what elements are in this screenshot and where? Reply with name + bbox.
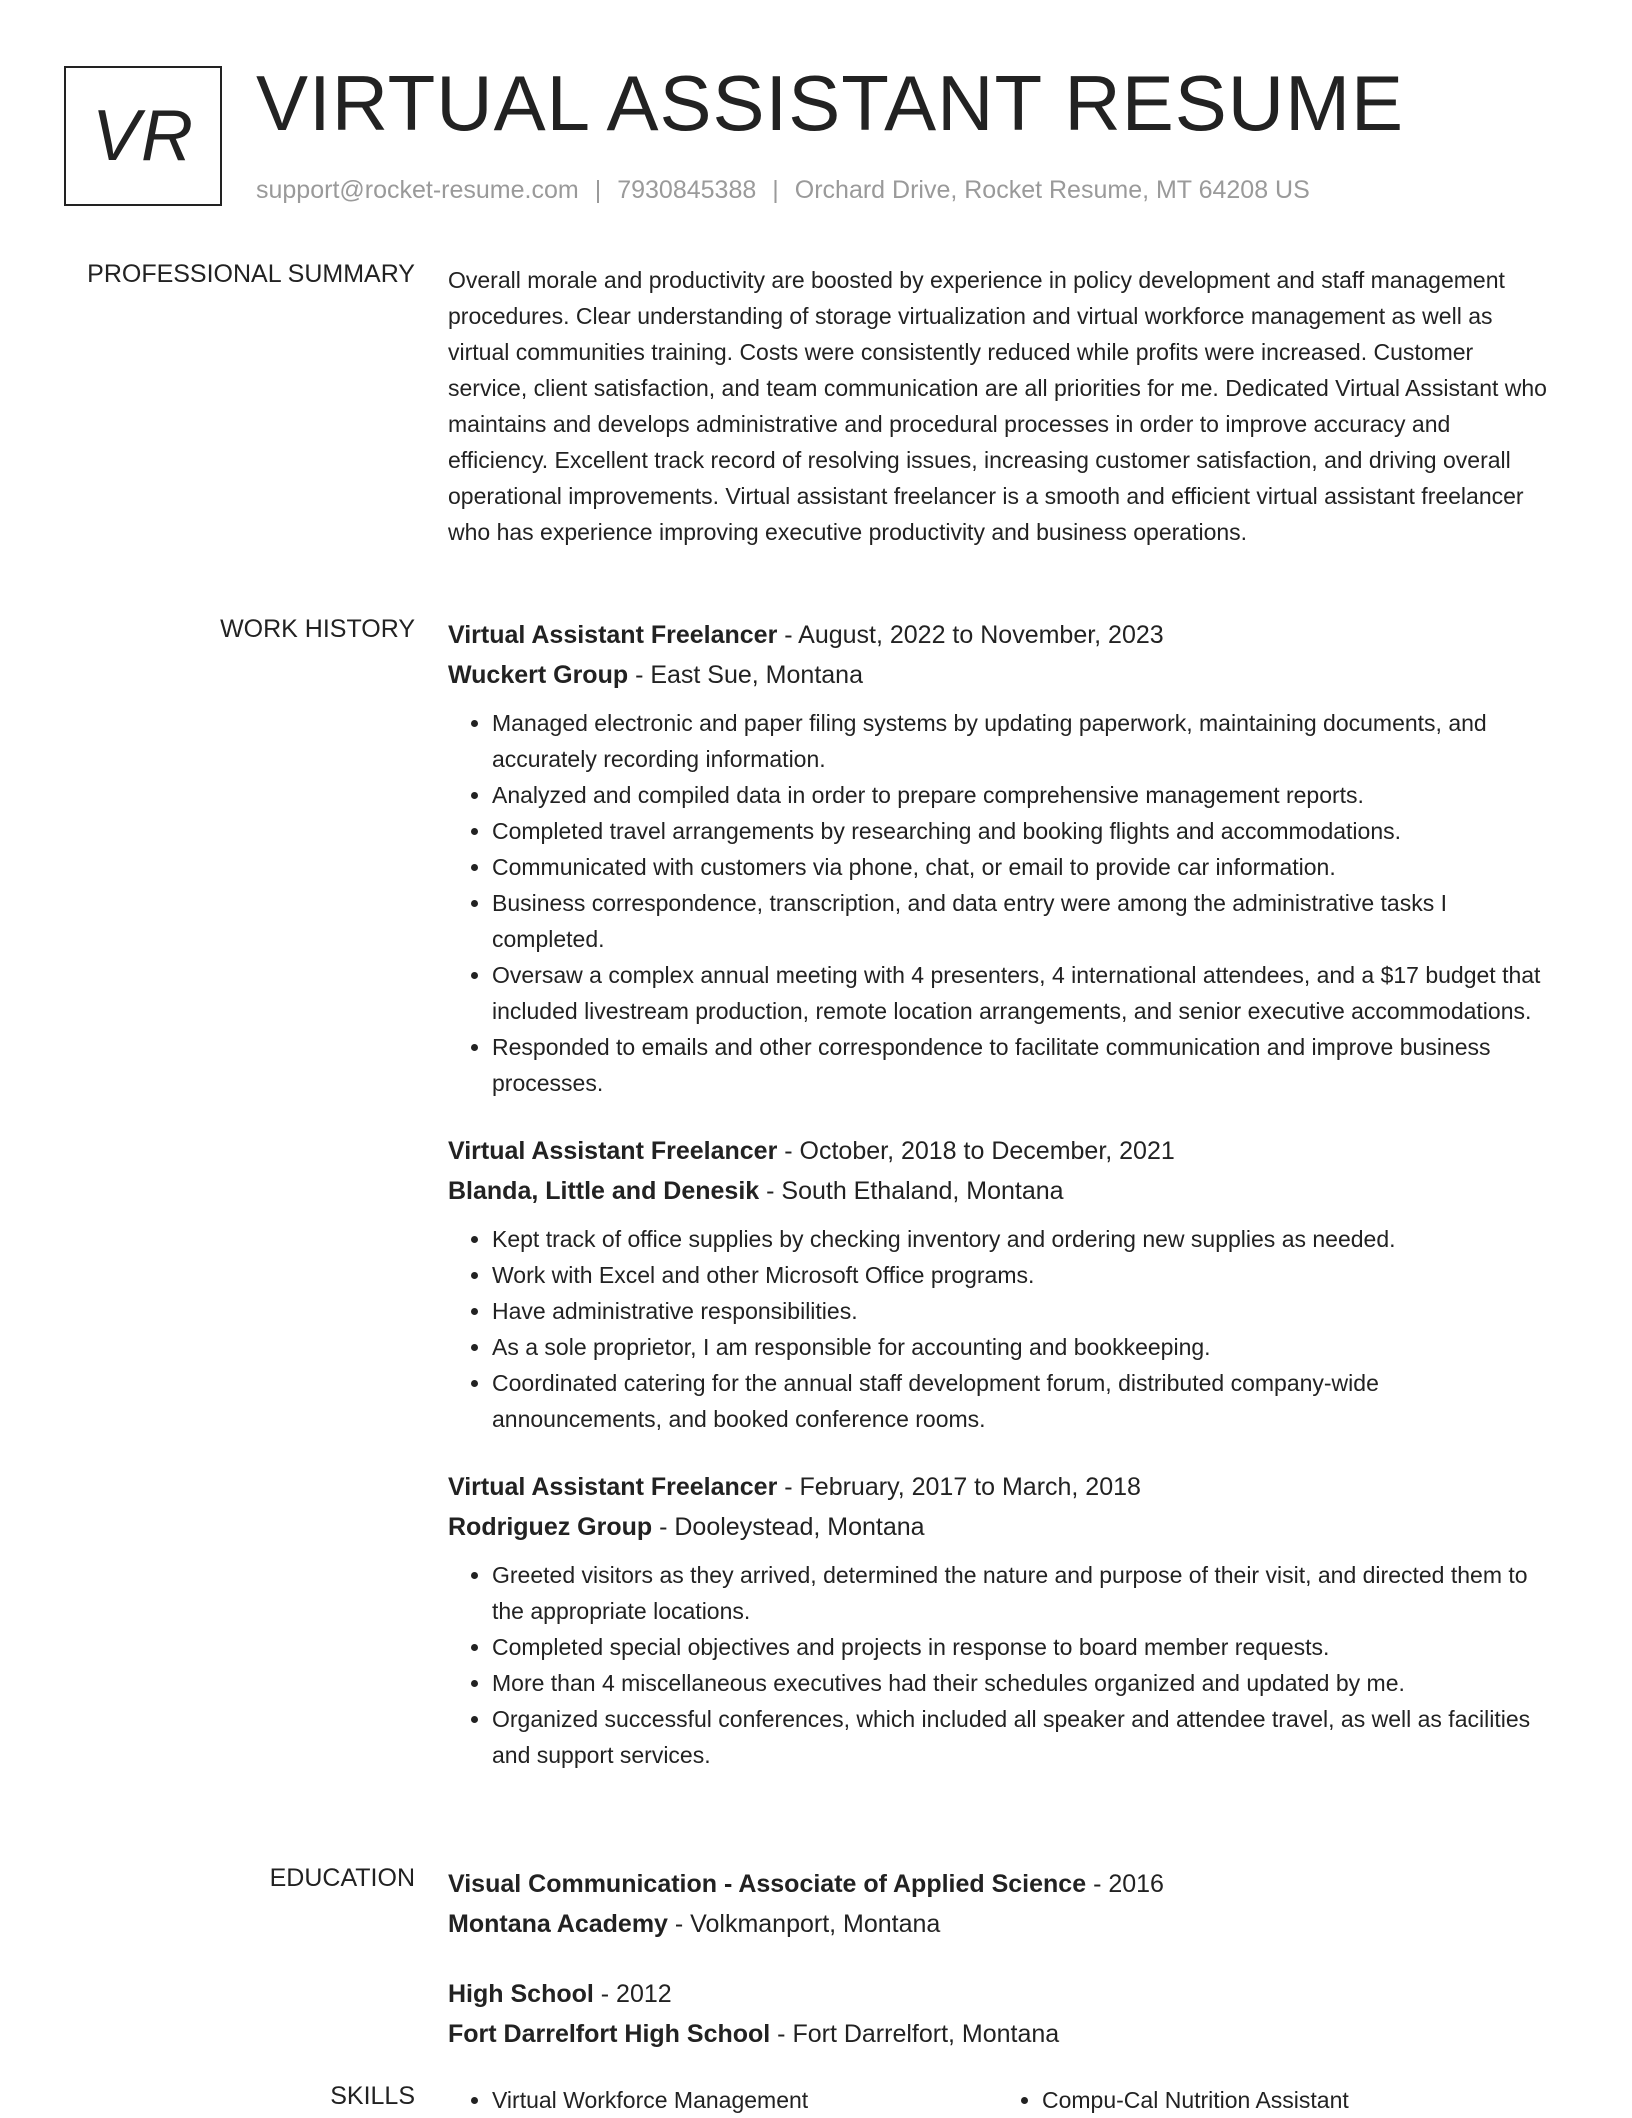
list-item: • Kept track of office supplies by checking inventory and ordering new supplies as needed.: [492, 1221, 1548, 1257]
contact-phone[interactable]: 7930845388: [617, 176, 757, 204]
job-title-line: [448, 615, 1548, 655]
job-dates: - October, 2018 to December, 2021: [777, 1137, 1175, 1165]
job-location: - South Ethaland, Montana: [759, 1177, 1064, 1205]
education-school: Fort Darrelfort High School: [448, 2020, 771, 2048]
list-item: • Greeted visitors as they arrived, determined the nature and purpose of their visit, and directed them to the appropriate locations.: [492, 1557, 1548, 1629]
education-degree-line: [448, 1864, 1548, 1904]
list-item: • Managed electronic and paper filing systems by updating paperwork, maintaining documents, and accurately recording information.: [492, 705, 1548, 777]
job-location: - Dooleystead, Montana: [652, 1513, 925, 1541]
summary-text: Overall morale and productivity are boosted by experience in policy development and staff management procedures. Clear understanding of storage virtualization and virtual workforce management as well as virtual communities training. Costs were consistently reduced while profits were increased. Customer service, client satisfaction, and team communication are all priorities for me. Dedicated Virtual Assistant who maintains and develops administrative and procedural processes in order to improve accuracy and efficiency. Excellent track record of resolving issues, increasing customer satisfaction, and driving overall operational improvements. Virtual assistant freelancer is a smooth and efficient virtual assistant freelancer who has experience improving executive productivity and business operations.: [448, 267, 1547, 545]
list-item: • Coordinated catering for the annual staff development forum, distributed company-wide announcements, and booked conference rooms.: [492, 1365, 1548, 1437]
skills-list: [998, 2082, 1548, 2118]
education-year: - 2016: [1086, 1870, 1164, 1898]
list-item: • Responded to emails and other correspondence to facilitate communication and improve business processes.: [492, 1029, 1548, 1101]
education-degree: High School: [448, 1980, 594, 2008]
job-title: Virtual Assistant Freelancer: [448, 621, 778, 649]
list-item: • Organized successful conferences, which included all speaker and attendee travel, as well as facilities and support services.: [492, 1701, 1548, 1773]
job-title: Virtual Assistant Freelancer: [448, 1137, 778, 1165]
job-company-line: [448, 1507, 1548, 1547]
list-item: • Completed travel arrangements by researching and booking flights and accommodations.: [492, 813, 1548, 849]
list-item: • Analyzed and compiled data in order to prepare comprehensive management reports.: [492, 777, 1548, 813]
section-label-work-history: WORK HISTORY: [220, 615, 415, 643]
skills-list: [448, 2082, 998, 2118]
job-bullet-list: [448, 705, 1548, 1101]
job-company-line: [448, 655, 1548, 695]
skills-body: [448, 2082, 1548, 2118]
education-year: - 2012: [593, 1980, 672, 2008]
contact-line: [256, 176, 1310, 205]
job-title-line: [448, 1467, 1548, 1507]
education-entry: [448, 1864, 1548, 1944]
job-dates: - August, 2022 to November, 2023: [777, 621, 1164, 649]
list-item: • Work with Excel and other Microsoft Office programs.: [492, 1257, 1548, 1293]
job-title: Virtual Assistant Freelancer: [448, 1473, 778, 1501]
job-entry: [448, 615, 1548, 1101]
education-school: Montana Academy: [448, 1910, 668, 1938]
skills-grid: [448, 2082, 1548, 2118]
list-item: • Communicated with customers via phone, chat, or email to provide car information.: [492, 849, 1548, 885]
job-company: Wuckert Group: [448, 661, 629, 689]
list-item: • More than 4 miscellaneous executives had their schedules organized and updated by me.: [492, 1665, 1548, 1701]
contact-address: Orchard Drive, Rocket Resume, MT 64208 US: [794, 176, 1310, 204]
job-dates: - February, 2017 to March, 2018: [777, 1473, 1141, 1501]
education-school-line: [448, 1904, 1548, 1944]
job-entry: [448, 1467, 1548, 1773]
section-label-education: EDUCATION: [269, 1864, 415, 1892]
job-company: Blanda, Little and Denesik: [448, 1177, 760, 1205]
education-school-line: [448, 2014, 1548, 2054]
list-item: • Have administrative responsibilities.: [492, 1293, 1548, 1329]
job-bullet-list: [448, 1557, 1548, 1773]
education-degree: Visual Communication - Associate of Applied Science: [448, 1870, 1087, 1898]
job-bullet-list: [448, 1221, 1548, 1437]
resume-title: VIRTUAL ASSISTANT RESUME: [256, 59, 1405, 147]
skills-column-left: [448, 2082, 998, 2118]
section-label-skills: SKILLS: [330, 2082, 415, 2110]
education-body: [448, 1864, 1548, 2084]
contact-separator: |: [772, 176, 779, 204]
education-location: - Volkmanport, Montana: [667, 1910, 941, 1938]
monogram-logo: VR: [64, 66, 222, 206]
summary-body: [448, 262, 1548, 550]
section-label-summary: PROFESSIONAL SUMMARY: [87, 260, 415, 288]
job-title-line: [448, 1131, 1548, 1171]
contact-email[interactable]: support@rocket-resume.com: [256, 176, 579, 204]
list-item: • Virtual Workforce Management: [492, 2082, 998, 2118]
education-entry: [448, 1974, 1548, 2054]
list-item: • As a sole proprietor, I am responsible for accounting and bookkeeping.: [492, 1329, 1548, 1365]
job-location: - East Sue, Montana: [628, 661, 863, 689]
skills-column-right: [998, 2082, 1548, 2118]
job-entry: [448, 1131, 1548, 1437]
work-history-body: [448, 615, 1548, 1803]
job-company: Rodriguez Group: [448, 1513, 653, 1541]
education-location: - Fort Darrelfort, Montana: [770, 2020, 1060, 2048]
list-item: • Compu-Cal Nutrition Assistant: [1042, 2082, 1548, 2118]
list-item: • Business correspondence, transcription, and data entry were among the administrative tasks I completed.: [492, 885, 1548, 957]
contact-separator: |: [594, 176, 602, 204]
list-item: • Completed special objectives and projects in response to board member requests.: [492, 1629, 1548, 1665]
job-company-line: [448, 1171, 1548, 1211]
list-item: • Oversaw a complex annual meeting with 4 presenters, 4 international attendees, and a $17 budget that included livestream production, remote location arrangements, and senior executive accommodations.: [492, 957, 1548, 1029]
education-degree-line: [448, 1974, 1548, 2014]
